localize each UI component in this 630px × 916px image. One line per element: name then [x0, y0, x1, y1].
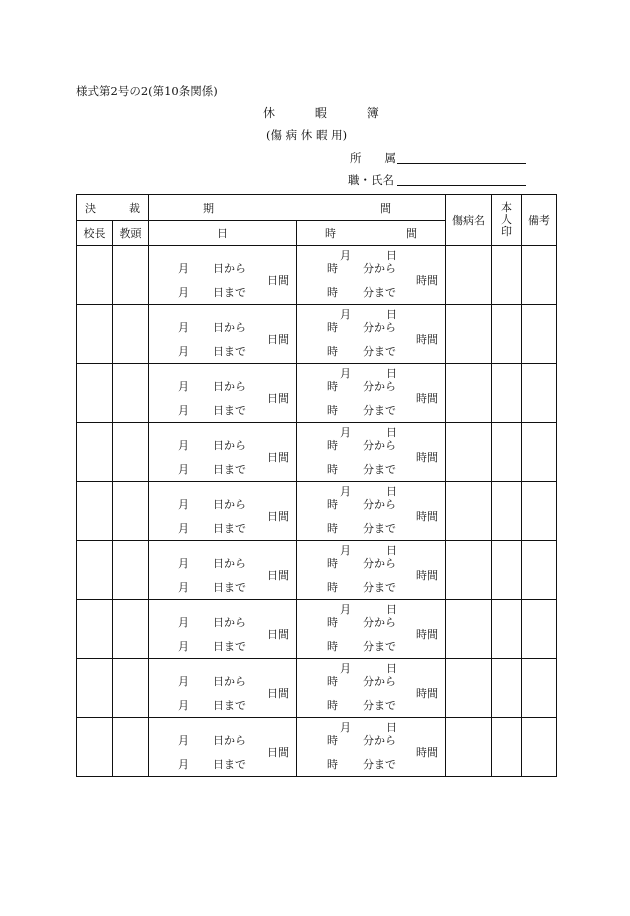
period-text-minute-to: 分まで	[363, 522, 396, 535]
period-text-month: 月	[178, 557, 189, 570]
principal-approval-cell[interactable]	[77, 659, 113, 718]
period-text-month: 月	[340, 426, 351, 439]
period-text-month: 月	[178, 439, 189, 452]
period-text-day: 日	[386, 367, 397, 380]
principal-approval-cell[interactable]	[77, 423, 113, 482]
header-seal: 本人印	[492, 195, 522, 246]
period-text-minute-from: 分から	[363, 321, 396, 334]
period-text-hours-total: 時間	[416, 569, 438, 582]
document-title	[263, 104, 379, 121]
period-text-month: 月	[340, 603, 351, 616]
leave-row	[77, 600, 557, 659]
days-period-cell[interactable]	[149, 659, 297, 718]
leave-row	[77, 364, 557, 423]
period-text-day: 日	[386, 662, 397, 675]
period-text-minute-from: 分から	[363, 439, 396, 452]
period-text-hour: 時	[327, 262, 338, 275]
seal-cell[interactable]	[492, 659, 522, 718]
document-subtitle: (傷 病 休 暇 用)	[266, 128, 348, 142]
period-text-month: 月	[178, 640, 189, 653]
vice-principal-approval-cell[interactable]	[113, 600, 149, 659]
title-char: 簿	[366, 106, 379, 120]
period-text-month: 月	[178, 758, 189, 771]
period-text-month: 月	[178, 262, 189, 275]
period-text-minute-from: 分から	[363, 734, 396, 747]
period-text-minute-from: 分から	[363, 380, 396, 393]
remarks-cell[interactable]	[522, 305, 557, 364]
disease-name-cell[interactable]	[446, 246, 492, 305]
header-hours-left: 時	[325, 227, 336, 240]
disease-name-cell[interactable]	[446, 482, 492, 541]
period-text-minute-from: 分から	[363, 262, 396, 275]
period-text-day-from: 日から	[213, 498, 246, 511]
period-text-day-from: 日から	[213, 380, 246, 393]
period-text-minute-from: 分から	[363, 675, 396, 688]
title-char: 休	[263, 106, 276, 120]
header-hours	[297, 221, 446, 246]
days-period-cell[interactable]	[149, 718, 297, 777]
period-text-month: 月	[340, 485, 351, 498]
header-hours-right: 間	[406, 227, 417, 240]
vice-principal-approval-cell[interactable]	[113, 364, 149, 423]
days-period-cell[interactable]	[149, 600, 297, 659]
period-text-minute-to: 分まで	[363, 463, 396, 476]
period-text-month: 月	[178, 498, 189, 511]
period-text-minute-to: 分まで	[363, 640, 396, 653]
seal-cell[interactable]	[492, 541, 522, 600]
period-text-minute-to: 分まで	[363, 286, 396, 299]
period-text-day-from: 日から	[213, 262, 246, 275]
period-text-hour: 時	[327, 286, 338, 299]
disease-name-cell[interactable]	[446, 718, 492, 777]
disease-name-cell[interactable]	[446, 305, 492, 364]
period-text-day-to: 日まで	[213, 286, 246, 299]
period-text-minute-to: 分まで	[363, 699, 396, 712]
affiliation-label: 所 属	[350, 151, 396, 165]
seal-cell[interactable]	[492, 305, 522, 364]
period-text-hour: 時	[327, 581, 338, 594]
principal-approval-cell[interactable]	[77, 718, 113, 777]
disease-name-cell[interactable]	[446, 600, 492, 659]
period-text-day-from: 日から	[213, 439, 246, 452]
principal-approval-cell[interactable]	[77, 541, 113, 600]
disease-name-cell[interactable]	[446, 364, 492, 423]
period-text-days-total: 日間	[267, 333, 289, 346]
seal-cell[interactable]	[492, 423, 522, 482]
leave-row	[77, 246, 557, 305]
period-text-minute-to: 分まで	[363, 581, 396, 594]
header-kikan-right: 間	[380, 201, 391, 215]
leave-row	[77, 423, 557, 482]
header-vice-principal: 教頭	[113, 221, 149, 246]
period-text-hour: 時	[327, 345, 338, 358]
principal-approval-cell[interactable]	[77, 482, 113, 541]
period-text-day-to: 日まで	[213, 345, 246, 358]
disease-name-cell[interactable]	[446, 659, 492, 718]
period-text-hours-total: 時間	[416, 333, 438, 346]
period-text-days-total: 日間	[267, 451, 289, 464]
days-period-cell[interactable]	[149, 246, 297, 305]
period-text-hour: 時	[327, 675, 338, 688]
period-text-days-total: 日間	[267, 510, 289, 523]
vice-principal-approval-cell[interactable]	[113, 482, 149, 541]
period-text-days-total: 日間	[267, 746, 289, 759]
vice-principal-approval-cell[interactable]	[113, 305, 149, 364]
period-text-day-to: 日まで	[213, 640, 246, 653]
header-disease-name: 傷病名	[446, 195, 492, 246]
period-text-days-total: 日間	[267, 687, 289, 700]
leave-row	[77, 541, 557, 600]
period-text-day-from: 日から	[213, 557, 246, 570]
period-text-day-to: 日まで	[213, 463, 246, 476]
period-text-hour: 時	[327, 557, 338, 570]
name-field[interactable]	[397, 185, 526, 186]
principal-approval-cell[interactable]	[77, 364, 113, 423]
principal-approval-cell[interactable]	[77, 246, 113, 305]
principal-approval-cell[interactable]	[77, 305, 113, 364]
vice-principal-approval-cell[interactable]	[113, 541, 149, 600]
name-label: 職・氏名	[348, 173, 394, 187]
period-text-month: 月	[340, 249, 351, 262]
hours-period-cell[interactable]	[297, 659, 446, 718]
seal-cell[interactable]	[492, 718, 522, 777]
remarks-cell[interactable]	[522, 541, 557, 600]
period-text-day: 日	[386, 721, 397, 734]
header-row	[77, 195, 557, 221]
period-text-month: 月	[178, 699, 189, 712]
leave-row	[77, 305, 557, 364]
days-period-cell[interactable]	[149, 541, 297, 600]
period-text-day-to: 日まで	[213, 758, 246, 771]
period-text-hours-total: 時間	[416, 746, 438, 759]
remarks-cell[interactable]	[522, 482, 557, 541]
period-text-month: 月	[178, 404, 189, 417]
principal-approval-cell[interactable]	[77, 600, 113, 659]
seal-cell[interactable]	[492, 482, 522, 541]
header-kikan-left: 期	[203, 201, 214, 215]
days-period-cell[interactable]	[149, 364, 297, 423]
period-text-hour: 時	[327, 758, 338, 771]
period-text-hour: 時	[327, 616, 338, 629]
vice-principal-approval-cell[interactable]	[113, 246, 149, 305]
period-text-minute-from: 分から	[363, 498, 396, 511]
period-text-day-from: 日から	[213, 321, 246, 334]
period-text-month: 月	[340, 721, 351, 734]
days-period-cell[interactable]	[149, 482, 297, 541]
period-text-minute-to: 分まで	[363, 404, 396, 417]
period-text-hours-total: 時間	[416, 687, 438, 700]
period-text-hour: 時	[327, 404, 338, 417]
remarks-cell[interactable]	[522, 659, 557, 718]
period-text-day-to: 日まで	[213, 581, 246, 594]
period-text-month: 月	[178, 734, 189, 747]
vice-principal-approval-cell[interactable]	[113, 659, 149, 718]
period-text-hour: 時	[327, 380, 338, 393]
header-kikan	[149, 195, 446, 221]
period-text-day: 日	[386, 603, 397, 616]
period-text-month: 月	[340, 367, 351, 380]
period-text-month: 月	[178, 581, 189, 594]
period-text-hour: 時	[327, 522, 338, 535]
seal-cell[interactable]	[492, 246, 522, 305]
period-text-days-total: 日間	[267, 628, 289, 641]
period-text-day-from: 日から	[213, 616, 246, 629]
hours-period-cell[interactable]	[297, 364, 446, 423]
period-text-day-from: 日から	[213, 734, 246, 747]
hours-period-cell[interactable]	[297, 482, 446, 541]
vice-principal-approval-cell[interactable]	[113, 423, 149, 482]
period-text-hour: 時	[327, 640, 338, 653]
period-text-day-to: 日まで	[213, 699, 246, 712]
period-text-month: 月	[178, 321, 189, 334]
period-text-hours-total: 時間	[416, 274, 438, 287]
period-text-month: 月	[340, 662, 351, 675]
period-text-month: 月	[178, 380, 189, 393]
period-text-hours-total: 時間	[416, 628, 438, 641]
period-text-hour: 時	[327, 498, 338, 511]
period-text-month: 月	[178, 463, 189, 476]
period-text-hour: 時	[327, 734, 338, 747]
period-text-day: 日	[386, 544, 397, 557]
period-text-hour: 時	[327, 321, 338, 334]
period-text-minute-from: 分から	[363, 557, 396, 570]
days-period-cell[interactable]	[149, 423, 297, 482]
hours-period-cell[interactable]	[297, 305, 446, 364]
remarks-cell[interactable]	[522, 246, 557, 305]
leave-row	[77, 659, 557, 718]
affiliation-field[interactable]	[397, 163, 526, 164]
header-kessai: 決 裁	[77, 195, 149, 221]
hours-period-cell[interactable]	[297, 423, 446, 482]
remarks-cell[interactable]	[522, 600, 557, 659]
header-principal: 校長	[77, 221, 113, 246]
header-remarks: 備考	[522, 195, 557, 246]
period-text-day: 日	[386, 249, 397, 262]
hours-period-cell[interactable]	[297, 541, 446, 600]
period-text-month: 月	[178, 675, 189, 688]
leave-row	[77, 482, 557, 541]
period-text-day: 日	[386, 426, 397, 439]
hours-period-cell[interactable]	[297, 718, 446, 777]
disease-name-cell[interactable]	[446, 423, 492, 482]
period-text-hours-total: 時間	[416, 451, 438, 464]
period-text-hours-total: 時間	[416, 510, 438, 523]
period-text-day: 日	[386, 308, 397, 321]
period-text-month: 月	[178, 522, 189, 535]
period-text-minute-to: 分まで	[363, 758, 396, 771]
title-char: 暇	[314, 106, 327, 120]
seal-cell[interactable]	[492, 600, 522, 659]
hours-period-cell[interactable]	[297, 246, 446, 305]
remarks-cell[interactable]	[522, 718, 557, 777]
period-text-month: 月	[178, 345, 189, 358]
period-text-month: 月	[178, 286, 189, 299]
leave-row	[77, 718, 557, 777]
period-text-hour: 時	[327, 699, 338, 712]
period-text-days-total: 日間	[267, 274, 289, 287]
seal-cell[interactable]	[492, 364, 522, 423]
leave-ledger-table	[76, 194, 557, 777]
disease-name-cell[interactable]	[446, 541, 492, 600]
period-text-day-to: 日まで	[213, 522, 246, 535]
period-text-days-total: 日間	[267, 392, 289, 405]
days-period-cell[interactable]	[149, 305, 297, 364]
period-text-hours-total: 時間	[416, 392, 438, 405]
form-number-label: 様式第2号の2(第10条関係)	[76, 84, 218, 98]
period-text-minute-to: 分まで	[363, 345, 396, 358]
hours-period-cell[interactable]	[297, 600, 446, 659]
vice-principal-approval-cell[interactable]	[113, 718, 149, 777]
period-text-day-to: 日まで	[213, 404, 246, 417]
period-text-day: 日	[386, 485, 397, 498]
remarks-cell[interactable]	[522, 364, 557, 423]
period-text-month: 月	[340, 308, 351, 321]
period-text-minute-from: 分から	[363, 616, 396, 629]
period-text-month: 月	[178, 616, 189, 629]
period-text-month: 月	[340, 544, 351, 557]
period-text-hour: 時	[327, 439, 338, 452]
period-text-hour: 時	[327, 463, 338, 476]
period-text-days-total: 日間	[267, 569, 289, 582]
period-text-day-from: 日から	[213, 675, 246, 688]
remarks-cell[interactable]	[522, 423, 557, 482]
header-days: 日	[149, 221, 297, 246]
